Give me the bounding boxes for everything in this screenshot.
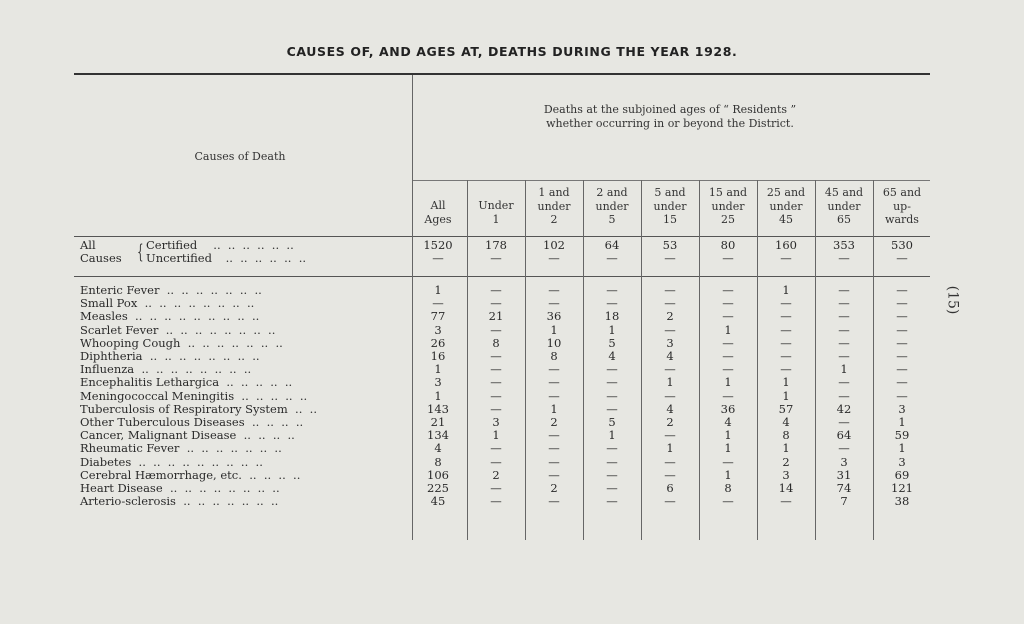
table-cell: — [548,428,560,443]
table-cell: 3 [492,415,500,429]
table-cell: 8 [724,481,732,495]
table-cell: — [838,309,850,324]
column-header [700,186,756,227]
cause-label: Meningococcal Meningitis .. .. .. .. .. [80,388,308,403]
uncertified-cell: — [548,251,560,265]
table-cell: — [548,283,560,297]
table-cell: 3 [434,375,442,390]
table-cell: — [722,454,734,469]
table-cell: — [490,283,502,297]
table-cell: — [896,309,908,324]
table-cell: — [838,375,850,390]
table-cell: 2 [550,481,558,495]
table-cell: 1 [724,441,732,456]
column-header-line: 1 and [538,186,570,199]
table-cell: — [490,388,502,403]
table-cell: 16 [430,349,446,363]
column-header-line: 15 and [708,186,748,199]
table-cell: 4 [724,415,732,429]
table-cell: — [896,349,908,363]
table-cell: — [548,454,560,469]
table-cell: 1 [898,441,906,456]
column-header [468,199,524,226]
table-cell: — [548,296,560,311]
table-cell: — [606,401,618,416]
table-cell: 3 [898,401,906,416]
table-cell: 1 [550,322,558,337]
totals-rule [74,276,930,277]
table-cell: 38 [894,494,910,509]
column-header [758,186,814,227]
table-cell: 4 [782,415,790,429]
uncertified-cell: — [490,251,502,265]
uncertified-cell: — [896,251,908,265]
table-cell: — [490,481,502,495]
table-cell: — [722,388,734,403]
column-header [642,186,698,227]
table-cell: — [722,494,734,509]
cause-label: Small Pox .. .. .. .. .. .. .. .. [80,296,255,311]
table-cell: 3 [434,322,442,337]
cause-label: Diabetes .. .. .. .. .. .. .. .. .. [80,454,263,469]
table-cell: — [490,296,502,311]
table-cell: 121 [891,481,913,495]
table-cell: 45 [430,494,446,509]
cause-label: Rheumatic Fever .. .. .. .. .. .. .. [80,441,282,456]
table-cell: — [780,296,792,311]
table-cell: — [664,283,676,297]
table-cell: — [490,349,502,363]
table-cell: — [722,362,734,377]
column-header-line: 5 and [654,186,686,199]
table-cell: 10 [546,335,562,350]
table-cell: 2 [550,415,558,429]
column-header-line: under [827,199,861,213]
table-cell: 6 [666,481,674,495]
cause-label: Scarlet Fever .. .. .. .. .. .. .. .. [80,322,276,337]
column-header [526,186,582,227]
table-cell: 3 [666,335,674,350]
all-causes-brace: { [137,239,144,263]
table-cell: — [490,441,502,456]
table-cell: — [664,467,676,482]
column-header-line: 65 [837,213,851,226]
uncertified-cell: — [606,251,618,265]
table-cell: — [606,441,618,456]
table-cell: — [780,335,792,350]
table-cell: — [548,362,560,377]
column-header [584,186,640,227]
table-cell: 74 [836,481,852,495]
table-cell: — [606,481,618,495]
uncertified-cell: — [780,251,792,265]
table-cell: — [606,494,618,509]
table-cell: — [548,388,560,403]
table-cell: — [490,362,502,377]
table-cell: 1 [550,401,558,416]
certified-cell: 530 [891,238,913,252]
certified-label: Certified [146,238,198,252]
table-cell: — [664,494,676,509]
column-header [410,199,466,226]
uncertified-cell: — [722,251,734,265]
table-cell: 69 [894,467,910,482]
table-cell: 1 [724,375,732,390]
column-header-line: up- [893,199,911,213]
column-header-line: 45 and [824,186,864,199]
table-cell: 36 [546,309,562,324]
table-cell: — [838,415,850,429]
table-cell: 7 [840,494,848,509]
table-cell: 1 [724,428,732,443]
cause-label: Other Tuberculous Diseases .. .. .. .. [80,415,304,429]
table-cell: 42 [836,401,852,416]
column-header-line: under [595,199,629,213]
table-cell: 106 [427,467,449,482]
certified-cell: 1520 [423,238,453,252]
table-cell: 8 [434,454,442,469]
certified-cell: 160 [775,238,797,252]
table-cell: 18 [604,309,620,324]
table-cell: 1 [666,375,674,390]
table-cell: — [606,454,618,469]
column-header-line: under [537,199,571,213]
table-cell: — [606,467,618,482]
table-cell: 31 [836,467,852,482]
subheader-rule [412,180,930,181]
table-cell: 26 [430,335,446,350]
group-header-line2: whether occurring in or beyond the District. [546,117,794,130]
table-cell: — [664,296,676,311]
column-header-line: Under [478,199,514,212]
table-cell: 1 [492,428,500,443]
table-cell: — [664,454,676,469]
cause-label: Measles .. .. .. .. .. .. .. .. .. [80,309,260,324]
column-header-line: 25 [721,213,735,226]
table-cell: — [606,283,618,297]
table-cell: 1 [608,428,616,443]
table-cell: — [490,375,502,390]
uncertified-label: Uncertified [146,251,212,265]
table-cell: 3 [840,454,848,469]
table-cell: 1 [782,283,790,297]
table-cell: — [548,441,560,456]
column-header-line: 2 and [596,186,628,199]
table-cell: — [432,296,444,311]
table-cell: 2 [492,467,500,482]
table-cell: 1 [782,441,790,456]
cause-label: Encephalitis Lethargica .. .. .. .. .. [80,375,293,390]
column-header-line: under [653,199,687,213]
cause-label: Arterio-sclerosis .. .. .. .. .. .. .. [80,494,279,509]
causes-header: Causes of Death [194,150,286,163]
table-cell: — [664,428,676,443]
table-cell: 3 [898,454,906,469]
table-cell: — [606,388,618,403]
table-cell: — [722,349,734,363]
table-cell: — [896,283,908,297]
table-cell: 59 [894,428,910,443]
table-cell: 1 [782,388,790,403]
column-header [816,186,872,227]
table-cell: 5 [608,335,616,350]
certified-cell: 102 [543,238,565,252]
table-cell: 143 [427,401,449,416]
table-cell: — [780,362,792,377]
causes-label: Causes [80,251,122,265]
table-cell: 5 [608,415,616,429]
table-cell: 1 [666,441,674,456]
table-cell: 21 [488,309,504,324]
cause-label: Diphtheria .. .. .. .. .. .. .. .. [80,349,260,363]
table-cell: 64 [836,428,852,443]
column-header-line: 1 [492,212,500,226]
page-number: (15) [944,285,961,315]
cause-label: Tuberculosis of Respiratory System .. .. [80,401,317,416]
table-cell: — [838,296,850,311]
uncertified-cell: — [838,251,850,265]
table-cell: — [606,375,618,390]
table-cell: — [548,467,560,482]
table-cell: 1 [724,322,732,337]
table-cell: 4 [608,349,616,363]
table-cell: — [896,296,908,311]
uncertified-dots: .. .. .. .. .. .. [222,251,307,265]
table-cell: — [896,322,908,337]
cause-label: Whooping Cough .. .. .. .. .. .. .. [80,335,283,350]
table-cell: 3 [782,467,790,482]
all-label: All [80,238,96,252]
table-cell: — [664,322,676,337]
column-header-line: wards [885,213,919,226]
certified-dots: .. .. .. .. .. .. [206,238,294,252]
table-cell: 1 [608,322,616,337]
table-cell: — [606,296,618,311]
column-header-line: under [711,199,745,213]
table-cell: — [722,296,734,311]
table-cell: 1 [898,415,906,429]
table-cell: — [606,362,618,377]
table-cell: — [896,335,908,350]
cause-label: Cerebral Hæmorrhage, etc. .. .. .. .. [80,467,301,482]
column-header-line: under [769,199,803,213]
table-cell: 2 [666,309,674,324]
cause-label: Cancer, Malignant Disease .. .. .. .. [80,428,295,443]
table-cell: 8 [782,428,790,443]
uncertified-cell: — [664,251,676,265]
table-cell: — [780,494,792,509]
cause-label: Heart Disease .. .. .. .. .. .. .. .. [80,481,280,495]
table-cell: — [896,362,908,377]
table-cell: — [780,322,792,337]
table-cell: — [838,441,850,456]
table-cell: — [838,322,850,337]
table-cell: 1 [724,467,732,482]
certified-cell: 64 [604,238,620,252]
table-cell: 4 [666,401,674,416]
column-header [874,186,930,227]
table-cell: — [548,494,560,509]
certified-cell: 178 [485,238,507,252]
table-cell: — [780,349,792,363]
table-cell: — [490,401,502,416]
column-header-line: 15 [663,213,677,226]
column-header-line: 25 and [766,186,806,199]
column-header-line: All [430,199,446,212]
column-header-line: Ages [424,212,452,226]
certified-cell: 80 [720,238,736,252]
cause-label: Enteric Fever .. .. .. .. .. .. .. [80,283,262,297]
table-cell: 14 [778,481,794,495]
table-cell: — [896,388,908,403]
table-cell: — [838,349,850,363]
header-rule [74,236,930,237]
group-header-line1: Deaths at the subjoined ages of “ Residents ” [543,103,797,116]
table-cell: 1 [434,388,442,403]
table-cell: — [722,335,734,350]
table-cell: — [722,309,734,324]
top-rule [74,73,930,75]
column-header-line: 45 [779,213,793,226]
table-cell: 1 [782,375,790,390]
uncertified-cell: — [432,251,444,265]
cause-label: Influenza .. .. .. .. .. .. .. .. [80,362,252,377]
table-cell: 4 [666,349,674,363]
table-cell: — [838,388,850,403]
table-cell: 4 [434,441,442,456]
table-cell: — [896,375,908,390]
table-cell: — [490,494,502,509]
table-cell: — [722,283,734,297]
table-cell: 36 [720,401,736,416]
table-cell: 2 [782,454,790,469]
table-cell: — [664,362,676,377]
table-cell: 1 [434,283,442,297]
certified-cell: 53 [662,238,678,252]
table-cell: 57 [778,401,794,416]
table-cell: 1 [434,362,442,377]
table-cell: — [490,454,502,469]
table-cell: — [780,309,792,324]
table-cell: 8 [550,349,558,363]
table-cell: 21 [430,415,446,429]
column-header-line: 2 [550,213,558,226]
table-cell: — [838,283,850,297]
column-header-line: 65 and [882,186,922,199]
page-title: CAUSES OF, AND AGES AT, DEATHS DURING THE YEAR 1928. [286,44,738,59]
table-cell: — [548,375,560,390]
table-cell: — [664,388,676,403]
column-header-line: 5 [608,213,616,226]
table-cell: 2 [666,415,674,429]
table-cell: 134 [427,428,449,443]
table-cell: 8 [492,335,500,350]
table-cell: 225 [427,481,449,495]
table-cell: 77 [430,309,446,324]
table-cell: 1 [840,362,848,377]
table-cell: — [838,335,850,350]
table-cell: — [490,322,502,337]
certified-cell: 353 [833,238,855,252]
